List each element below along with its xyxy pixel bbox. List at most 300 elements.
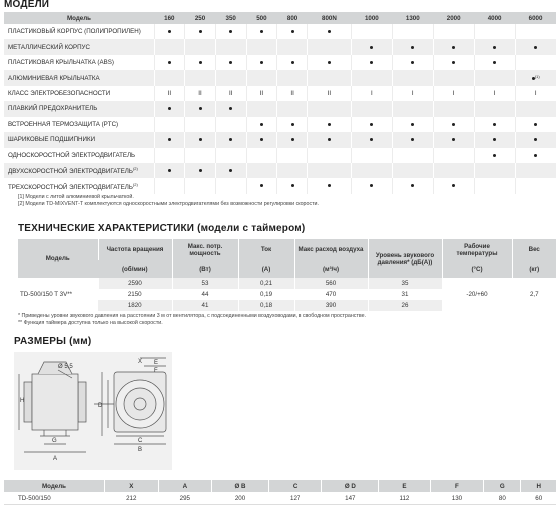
models-cell	[351, 178, 392, 193]
models-cell	[392, 148, 433, 163]
tech-title: ТЕХНИЧЕСКИЕ ХАРАКТЕРИСТИКИ (модели с таймером)	[18, 223, 306, 234]
bullet-dot-icon	[452, 184, 455, 187]
models-row-label-text: ОДНОСКОРОСТНОЙ ЭЛЕКТРОДВИГАТЕЛЬ	[8, 151, 136, 159]
bullet-dot-icon	[291, 184, 294, 187]
models-row-label	[4, 55, 154, 70]
models-cell	[474, 39, 515, 54]
models-row-label-text: ДВУХСКОРОСТНОЙ ЭЛЕКТРОДВИГАТЕЛЬ	[8, 168, 133, 176]
tech-table	[18, 239, 556, 311]
models-cell	[185, 117, 216, 132]
bullet-dot-icon	[370, 61, 373, 64]
bullet-dot-icon	[452, 123, 455, 126]
bullet-dot-icon	[452, 61, 455, 64]
models-row-label-text: МЕТАЛЛИЧЕСКИЙ КОРПУС	[8, 43, 90, 51]
models-col-header: 350	[215, 12, 246, 24]
models-cell	[515, 117, 556, 132]
bullet-dot-icon	[168, 138, 171, 141]
bullet-dot-icon	[411, 184, 414, 187]
models-cell	[215, 132, 246, 147]
models-cell	[433, 55, 474, 70]
tech-cell: 35	[368, 278, 442, 289]
bullet-dot-icon	[260, 30, 263, 33]
models-cell	[215, 70, 246, 85]
models-cell	[515, 178, 556, 193]
bullet-dot-icon	[493, 61, 496, 64]
models-cell	[307, 117, 351, 132]
models-cell	[307, 24, 351, 39]
tech-header-unit: (об/мин)	[98, 260, 172, 278]
tech-cell: 2590	[98, 278, 172, 289]
bullet-dot-icon	[370, 123, 373, 126]
models-col-header: 1300	[392, 12, 433, 24]
models-cell	[154, 70, 185, 85]
models-cell-value: I	[411, 89, 414, 97]
models-cell	[154, 86, 185, 101]
models-cell-value: II	[259, 89, 264, 97]
bullet-dot-icon	[199, 30, 202, 33]
tech-note-2: ** Функция таймера доступна только на высокой скорости.	[18, 320, 163, 326]
models-col-header: 250	[185, 12, 216, 24]
models-cell	[474, 148, 515, 163]
bullet-dot-icon	[260, 123, 263, 126]
tech-cell: 41	[172, 300, 238, 311]
bullet-dot-icon	[328, 61, 331, 64]
tech-header: Макс. потр. мощность	[172, 239, 238, 260]
models-cell	[351, 117, 392, 132]
models-cell	[307, 148, 351, 163]
models-cell	[277, 101, 308, 116]
dim-label-f: F	[154, 368, 158, 374]
models-cell	[246, 178, 277, 193]
bullet-dot-icon	[534, 154, 537, 157]
models-row-label	[4, 178, 154, 193]
tech-weight: 2,7	[512, 278, 556, 311]
dimension-drawing	[14, 352, 172, 470]
bullet-dot-icon	[493, 123, 496, 126]
tech-temperature: -20/+60	[442, 278, 512, 311]
tech-header: Вес	[512, 239, 556, 260]
tech-cell: 31	[368, 289, 442, 300]
dim-label-e: E	[154, 360, 159, 366]
dims-header: Модель	[4, 480, 105, 492]
models-table	[4, 12, 556, 194]
models-cell	[515, 39, 556, 54]
models-row-label	[4, 163, 154, 178]
bullet-dot-icon	[291, 138, 294, 141]
models-cell	[307, 86, 351, 101]
models-cell	[215, 178, 246, 193]
models-cell	[433, 86, 474, 101]
dims-header: G	[484, 480, 521, 492]
tech-header: Модель	[18, 239, 98, 278]
models-cell	[392, 163, 433, 178]
dims-header: F	[430, 480, 484, 492]
models-cell	[474, 70, 515, 85]
models-cell	[307, 70, 351, 85]
bullet-dot-icon	[411, 46, 414, 49]
models-row	[4, 24, 556, 39]
tech-header: Макс расход воздуха	[294, 239, 368, 260]
tech-note-1: * Приведены уровни звукового давления на расстоянии 3 м от вентилятора, с подсоединенными воздуховодами, в свободном пространстве.	[18, 313, 367, 319]
bullet-dot-icon	[370, 46, 373, 49]
models-row-label	[4, 39, 154, 54]
models-cell	[351, 24, 392, 39]
models-cell	[246, 132, 277, 147]
dims-header: A	[158, 480, 212, 492]
models-row-label	[4, 117, 154, 132]
models-cell	[515, 70, 556, 85]
models-cell	[392, 39, 433, 54]
models-cell-value: II	[198, 89, 202, 97]
models-cell	[246, 86, 277, 101]
tech-notes	[18, 313, 366, 327]
bullet-dot-icon	[493, 138, 496, 141]
dims-row	[4, 492, 556, 505]
dims-cell: 147	[322, 492, 379, 505]
models-cell	[392, 86, 433, 101]
dim-label-a: A	[53, 456, 58, 462]
bullet-dot-icon	[534, 138, 537, 141]
models-cell-value: I	[534, 89, 537, 97]
models-cell	[515, 148, 556, 163]
models-cell	[433, 39, 474, 54]
tech-cell: 0,21	[238, 278, 294, 289]
dims-title: РАЗМЕРЫ (мм)	[14, 336, 92, 347]
dims-cell: 130	[430, 492, 484, 505]
models-cell	[307, 163, 351, 178]
bullet-dot-icon	[452, 138, 455, 141]
models-cell	[215, 55, 246, 70]
models-col-header: 160	[154, 12, 185, 24]
models-row	[4, 101, 556, 116]
tech-header: Частота вращения	[98, 239, 172, 260]
tech-cell: 560	[294, 278, 368, 289]
models-cell	[307, 101, 351, 116]
bullet-dot-icon	[199, 107, 202, 110]
models-cell	[307, 39, 351, 54]
tech-row	[18, 278, 556, 289]
models-cell	[433, 148, 474, 163]
bullet-dot-icon	[168, 30, 171, 33]
models-cell	[474, 86, 515, 101]
models-cell	[277, 163, 308, 178]
models-cell-value: II	[167, 89, 172, 97]
bullet-dot-icon	[199, 138, 202, 141]
models-cell	[185, 55, 216, 70]
tech-cell: 470	[294, 289, 368, 300]
models-cell	[185, 178, 216, 193]
dims-cell: TD-500/150	[4, 492, 105, 505]
models-cell-value: II	[327, 89, 332, 97]
models-cell	[185, 39, 216, 54]
models-row	[4, 55, 556, 70]
bullet-dot-icon	[370, 138, 373, 141]
models-cell	[392, 24, 433, 39]
models-cell	[185, 132, 216, 147]
models-cell	[474, 178, 515, 193]
models-cell	[392, 101, 433, 116]
models-cell	[215, 24, 246, 39]
bullet-dot-icon	[229, 107, 232, 110]
models-cell	[351, 101, 392, 116]
bullet-dot-icon	[328, 138, 331, 141]
bullet-dot-icon	[534, 46, 537, 49]
models-cell	[277, 86, 308, 101]
tech-header-unit: (°C)	[442, 260, 512, 278]
dims-cell: 212	[105, 492, 159, 505]
dims-cell: 200	[212, 492, 269, 505]
models-cell	[351, 55, 392, 70]
models-cell	[515, 101, 556, 116]
models-row-label-text: ПЛАСТИКОВЫЙ КОРПУС (ПОЛИПРОПИЛЕН)	[8, 28, 141, 36]
models-col-header: 2000	[433, 12, 474, 24]
models-cell	[277, 39, 308, 54]
models-row	[4, 70, 556, 85]
models-cell	[515, 163, 556, 178]
dims-header: C	[268, 480, 322, 492]
models-cell	[474, 132, 515, 147]
models-cell	[307, 132, 351, 147]
models-cell	[392, 132, 433, 147]
models-cell	[433, 178, 474, 193]
models-cell	[351, 163, 392, 178]
bullet-dot-icon	[168, 61, 171, 64]
models-row	[4, 163, 556, 178]
models-row-label-text: ПЛАСТИКОВАЯ КРЫЛЬЧАТКА (ABS)	[8, 59, 114, 67]
models-row-label	[4, 132, 154, 147]
tech-cell: 44	[172, 289, 238, 300]
models-row-label	[4, 70, 154, 85]
models-row-label	[4, 24, 154, 39]
models-row-label	[4, 101, 154, 116]
models-row-label-sup: (2)	[132, 166, 138, 172]
models-cell	[515, 86, 556, 101]
models-cell	[392, 70, 433, 85]
bullet-dot-icon	[493, 154, 496, 157]
models-col-header: 800N	[307, 12, 351, 24]
tech-header: Уровень звукового давления* (дБ(А))	[368, 239, 442, 278]
models-cell	[277, 24, 308, 39]
tech-model: TD-500/150 T 3V**	[18, 278, 98, 311]
models-col-header: 6000	[515, 12, 556, 24]
bullet-dot-icon	[328, 30, 331, 33]
fan-drawing-svg	[14, 352, 172, 470]
models-row-label-text: АЛЮМИНИЕВАЯ КРЫЛЬЧАТКА	[8, 74, 100, 82]
dim-label-g: G	[52, 438, 57, 444]
bullet-dot-icon	[260, 184, 263, 187]
models-cell	[392, 178, 433, 193]
bullet-dot-icon	[411, 123, 414, 126]
bullet-dot-icon	[168, 107, 171, 110]
models-row-label-text: ПЛАВКИЙ ПРЕДОХРАНИТЕЛЬ	[8, 105, 98, 113]
models-cell	[154, 132, 185, 147]
dims-header: E	[379, 480, 430, 492]
dims-cell: 295	[158, 492, 212, 505]
tech-cell: 1820	[98, 300, 172, 311]
bullet-dot-icon	[229, 30, 232, 33]
bullet-dot-icon	[411, 61, 414, 64]
footnote-2: [2] Модели TD-MIXVENT-T комплектуются односкоростными электродвигателями без возможности регулировки скорости.	[18, 201, 319, 207]
models-cell	[185, 101, 216, 116]
models-cell	[392, 55, 433, 70]
models-cell	[307, 178, 351, 193]
models-cell	[215, 39, 246, 54]
models-cell	[246, 163, 277, 178]
tech-header: Рабочие температуры	[442, 239, 512, 260]
dim-label-diameter: Ø 5,5	[58, 364, 73, 370]
bullet-dot-icon	[291, 30, 294, 33]
bullet-dot-icon	[452, 46, 455, 49]
models-col-header: 4000	[474, 12, 515, 24]
models-cell-value: I	[370, 89, 373, 97]
tech-header-unit: (кг)	[512, 260, 556, 278]
dim-label-b: B	[138, 447, 143, 453]
models-cell	[515, 132, 556, 147]
models-row	[4, 178, 556, 193]
bullet-dot-icon	[534, 123, 537, 126]
models-footnotes	[18, 194, 319, 208]
bullet-dot-icon	[260, 61, 263, 64]
tech-cell: 53	[172, 278, 238, 289]
models-cell	[433, 24, 474, 39]
models-title: МОДЕЛИ	[4, 0, 50, 10]
tech-cell: 390	[294, 300, 368, 311]
models-cell	[154, 24, 185, 39]
models-row-label	[4, 86, 154, 101]
models-row-label-text: ШАРИКОВЫЕ ПОДШИПНИКИ	[8, 136, 96, 144]
bullet-dot-icon	[199, 61, 202, 64]
tech-header-unit: (Вт)	[172, 260, 238, 278]
models-cell	[154, 148, 185, 163]
models-cell	[474, 101, 515, 116]
models-cell	[392, 117, 433, 132]
models-row	[4, 148, 556, 163]
models-cell	[433, 101, 474, 116]
models-cell	[277, 117, 308, 132]
models-cell	[515, 55, 556, 70]
tech-header-unit: (м³/ч)	[294, 260, 368, 278]
bullet-dot-icon	[328, 123, 331, 126]
models-row-label-text: ТРЕХСКОРОСТНОЙ ЭЛЕКТРОДВИГАТЕЛЬ	[8, 183, 133, 191]
dims-cell: 112	[379, 492, 430, 505]
dims-cell: 80	[484, 492, 521, 505]
bullet-dot-icon	[328, 184, 331, 187]
models-cell	[351, 70, 392, 85]
models-row	[4, 86, 556, 101]
models-row-label-text: ВСТРОЕННАЯ ТЕРМОЗАЩИТА (PTC)	[8, 120, 119, 128]
tech-cell: 0,19	[238, 289, 294, 300]
models-cell	[277, 70, 308, 85]
models-col-header: 1000	[351, 12, 392, 24]
models-cell	[154, 178, 185, 193]
dims-cell: 60	[521, 492, 556, 505]
models-cell	[246, 39, 277, 54]
models-cell	[215, 148, 246, 163]
bullet-dot-icon	[291, 61, 294, 64]
dim-label-c: C	[138, 438, 143, 444]
models-cell-sup: (1)	[534, 73, 540, 79]
models-cell	[154, 55, 185, 70]
models-cell	[351, 148, 392, 163]
models-col-header: 500	[246, 12, 277, 24]
models-col-header: 800	[277, 12, 308, 24]
models-cell	[433, 132, 474, 147]
tech-cell: 2150	[98, 289, 172, 300]
dim-label-h: H	[20, 398, 25, 404]
models-cell	[277, 178, 308, 193]
models-cell	[433, 117, 474, 132]
models-cell	[185, 163, 216, 178]
models-cell	[474, 163, 515, 178]
dims-header: H	[521, 480, 556, 492]
models-cell	[154, 101, 185, 116]
models-cell	[246, 148, 277, 163]
models-cell	[154, 117, 185, 132]
models-row	[4, 132, 556, 147]
bullet-dot-icon	[493, 46, 496, 49]
models-cell	[185, 86, 216, 101]
models-cell	[185, 148, 216, 163]
models-cell	[474, 55, 515, 70]
bullet-dot-icon	[411, 138, 414, 141]
models-cell	[246, 101, 277, 116]
models-header-label: Модель	[4, 12, 154, 24]
models-cell	[154, 39, 185, 54]
models-cell	[246, 24, 277, 39]
models-cell	[277, 55, 308, 70]
models-cell	[215, 117, 246, 132]
tech-cell: 26	[368, 300, 442, 311]
bullet-dot-icon	[291, 123, 294, 126]
models-cell	[474, 117, 515, 132]
models-cell	[246, 117, 277, 132]
models-cell	[307, 55, 351, 70]
bullet-dot-icon	[229, 61, 232, 64]
dims-cell: 127	[268, 492, 322, 505]
dim-label-x: X	[138, 359, 143, 365]
models-cell	[215, 101, 246, 116]
bullet-dot-icon	[370, 184, 373, 187]
models-cell	[433, 163, 474, 178]
footnote-1: [1] Модели с литой алюминиевой крыльчаткой.	[18, 194, 134, 200]
dims-table	[4, 480, 556, 505]
models-row	[4, 39, 556, 54]
models-cell	[246, 70, 277, 85]
models-cell	[351, 132, 392, 147]
models-cell	[154, 163, 185, 178]
dim-label-d: D	[98, 403, 103, 409]
models-cell	[277, 132, 308, 147]
models-cell	[433, 70, 474, 85]
models-row-label	[4, 148, 154, 163]
models-cell	[185, 24, 216, 39]
models-cell	[474, 24, 515, 39]
bullet-dot-icon	[260, 138, 263, 141]
models-cell	[351, 86, 392, 101]
bullet-dot-icon	[168, 169, 171, 172]
bullet-dot-icon	[229, 138, 232, 141]
tech-header-unit: (A)	[238, 260, 294, 278]
models-cell	[215, 163, 246, 178]
models-cell	[246, 55, 277, 70]
models-cell	[515, 24, 556, 39]
models-cell-value: I	[452, 89, 455, 97]
models-cell	[215, 86, 246, 101]
models-row-label-sup: (2)	[132, 181, 138, 187]
models-cell	[351, 39, 392, 54]
tech-cell: 0,18	[238, 300, 294, 311]
models-cell-value: II	[228, 89, 233, 97]
